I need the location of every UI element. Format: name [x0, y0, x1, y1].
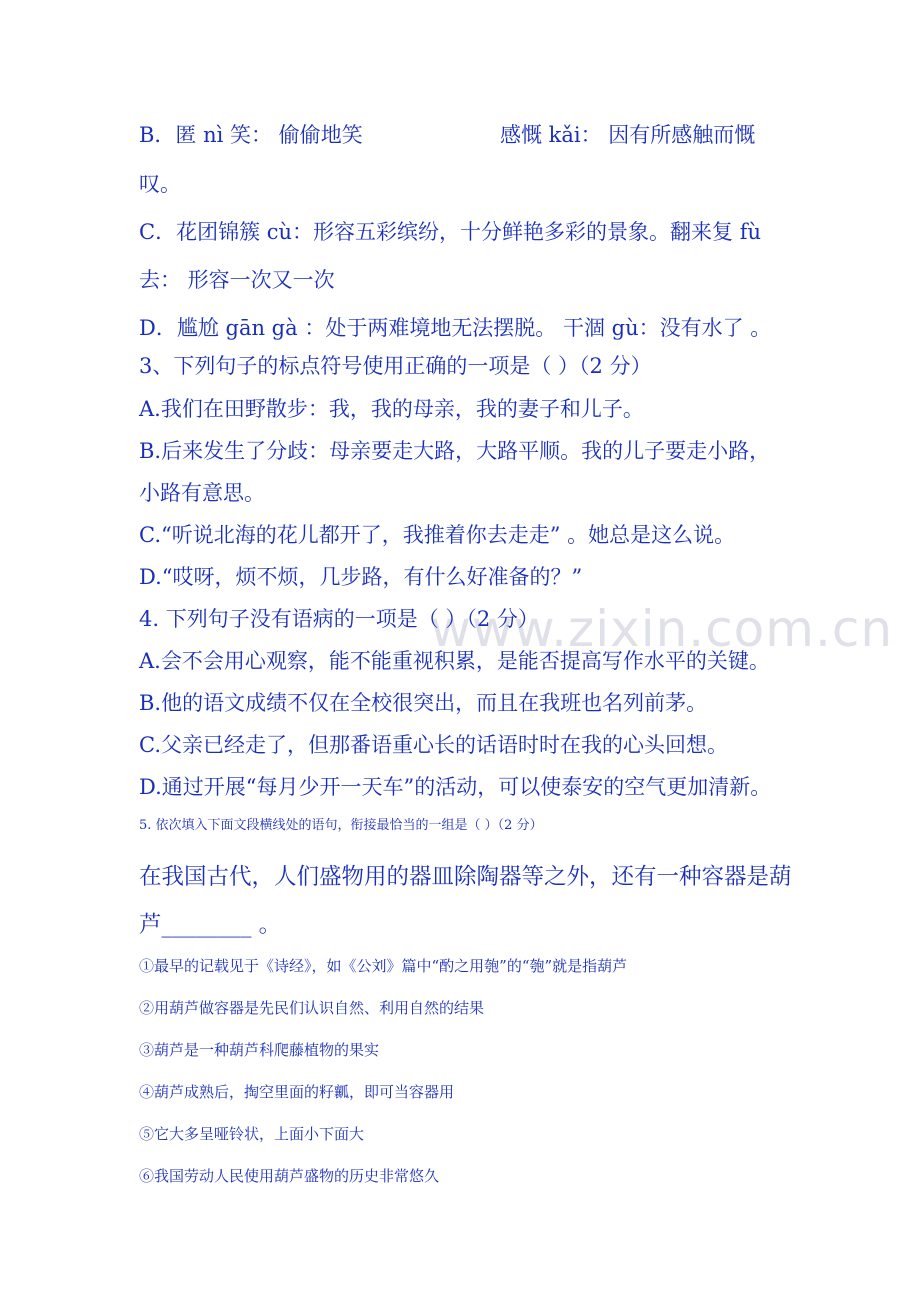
q5-sentence-5: ⑤它大多呈哑铃状，上面小下面大 [139, 1125, 365, 1143]
q3-option-a: A.我们在田野散步：我，我的母亲，我的妻子和儿子。 [139, 397, 644, 421]
q3-option-b-line1: B.后来发生了分歧：母亲要走大路，大路平顺。我的儿子要走小路， [139, 439, 771, 463]
q3-stem: 3、下列句子的标点符号使用正确的一项是（ ）（2 分） [139, 354, 652, 378]
q5-sentence-1: ①最早的记载见于《诗经》，如《公刘》篇中“酌之用匏”的“匏”就是指葫芦 [139, 957, 628, 975]
q5-stem: 5. 依次填入下面文段横线处的语句，衔接最恰当的一组是（ ）（2 分） [139, 818, 543, 833]
watermark: www.zixin.com.cn [430, 600, 894, 658]
q5-sentence-4: ④葫芦成熟后，掏空里面的籽瓤，即可当容器用 [139, 1083, 455, 1101]
q4-option-d: D.通过开展“每月少开一天车”的活动，可以使泰安的空气更加清新。 [139, 775, 772, 799]
q2-option-b-cont: 叹。 [139, 172, 181, 196]
q3-option-b-line2: 小路有意思。 [139, 481, 265, 505]
q4-option-b: B.他的语文成绩不仅在全校很突出，而且在我班也名列前茅。 [139, 691, 708, 715]
q2-option-c-line2: 去： 形容一次又一次 [139, 268, 335, 292]
q5-passage-line1: 在我国古代，人们盛物用的器皿除陶器等之外，还有一种容器是葫 [139, 864, 792, 890]
q5-passage-line2: 芦________ 。 [139, 912, 282, 938]
q2-option-b-left: B．匿 nì 笑： 偷偷地笑 [139, 123, 363, 147]
q2-option-d: D．尴尬 gān gà ：处于两难境地无法摆脱。 干涸 gù：没有水了 。 [139, 316, 772, 340]
q4-option-a: A.会不会用心观察，能不能重视积累，是能否提高写作水平的关键。 [139, 649, 770, 673]
q3-option-c: C.“听说北海的花儿都开了，我推着你去走走” 。她总是这么说。 [139, 523, 736, 547]
q4-stem: 4. 下列句子没有语病的一项是（ ）（2 分） [139, 607, 539, 631]
q5-sentence-2: ②用葫芦做容器是先民们认识自然、利用自然的结果 [139, 999, 485, 1017]
q3-option-d: D.“哎呀，烦不烦，几步路，有什么好准备的？” [139, 565, 583, 589]
q4-option-c: C.父亲已经走了，但那番语重心长的话语时时在我的心头回想。 [139, 733, 728, 757]
q5-sentence-3: ③葫芦是一种葫芦科爬藤植物的果实 [139, 1041, 380, 1059]
q2-option-c-line1: C．花团锦簇 cù：形容五彩缤纷，十分鲜艳多彩的景象。翻来复 fù [139, 220, 761, 244]
q2-option-b-right: 感慨 kǎi： 因有所感触而慨 [500, 123, 756, 147]
q5-sentence-6: ⑥我国劳动人民使用葫芦盛物的历史非常悠久 [139, 1167, 440, 1185]
